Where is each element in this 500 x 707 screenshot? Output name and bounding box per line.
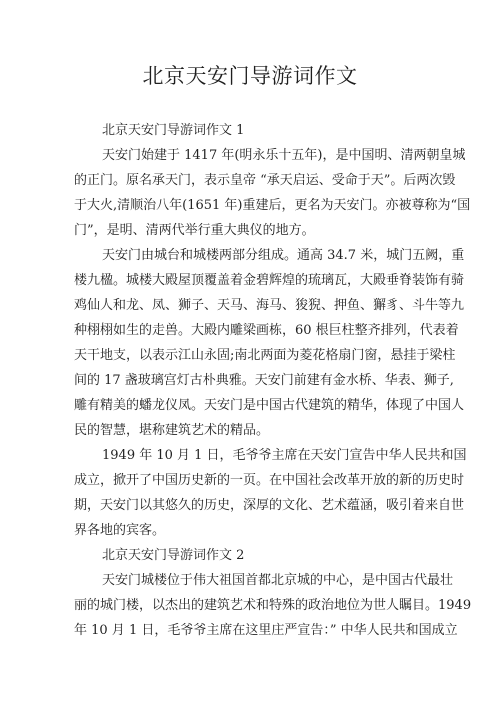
paragraph — [74, 143, 471, 243]
paragraph — [74, 243, 465, 443]
paragraph — [74, 443, 467, 543]
text-line: 期，天安门以其悠久的历史，深厚的文化、艺术蕴涵，吸引着来自世 — [74, 498, 465, 513]
text-line: 于大火,清顺治八年(1651 年)重建后，更名为天安门。亦被尊称为“国 — [74, 198, 471, 213]
text-line: 间的 17 盏玻璃宫灯古朴典雅。天安门前建有金水桥、华表、狮子, — [74, 373, 454, 388]
text-line: 鸡仙人和龙、凤、狮子、天马、海马、狻猊、押鱼、獬豸、斗牛等九 — [74, 298, 465, 313]
text-line: 楼九楹。城楼大殿屋顶覆盖着金碧辉煌的琉璃瓦，大殿垂脊装饰有骑 — [74, 273, 465, 288]
text-line: 1949 年 10 月 1 日，毛爷爷主席在天安门宣告中华人民共和国 — [102, 448, 467, 463]
text-line: 的正门。原名承天门，表示皇帝 “承天启运、受命于天”。后两次毁 — [74, 173, 456, 188]
text-line: 天安门始建于 1417 年(明永乐十五年)，是中国明、清两朝皇城 — [102, 148, 466, 163]
text-line: 界各地的宾客。 — [74, 523, 166, 538]
text-line: 民的智慧，堪称建筑艺术的精品。 — [74, 423, 270, 438]
document-title: 北京天安门导游词作文 — [142, 64, 358, 88]
text-line: 天干地支，以表示江山永固;南北两面为菱花格扇门窗，悬挂于梁柱 — [74, 348, 456, 363]
text-line: 丽的城门楼，以杰出的建筑艺术和特殊的政治地位为世人瞩目。1949 — [74, 598, 472, 613]
text-line: 天安门城楼位于伟大祖国首都北京城的中心，是中国古代最壮 — [102, 573, 454, 588]
text-line: 门”，是明、清两代举行重大典仪的地方。 — [74, 223, 315, 238]
paragraph — [74, 568, 472, 643]
text-line: 雕有精美的蟠龙仪凤。天安门是中国古代建筑的精华，体现了中国人 — [74, 398, 465, 413]
document-body — [74, 118, 472, 643]
section-heading: 北京天安门导游词作文 2 — [102, 548, 245, 563]
section-heading: 北京天安门导游词作文 1 — [102, 123, 245, 138]
text-line: 年 10 月 1 日，毛爷爷主席在这里庄严宣告：” 中华人民共和国成立 — [74, 623, 458, 638]
text-line: 种栩栩如生的走兽。大殿内雕梁画栋，60 根巨柱整齐排列，代表着 — [74, 323, 459, 338]
text-line: 天安门由城台和城楼两部分组成。通高 34.7 米，城门五阙，重 — [102, 248, 465, 263]
text-line: 成立，掀开了中国历史新的一页。在中国社会改革开放的新的历史时 — [74, 473, 465, 488]
